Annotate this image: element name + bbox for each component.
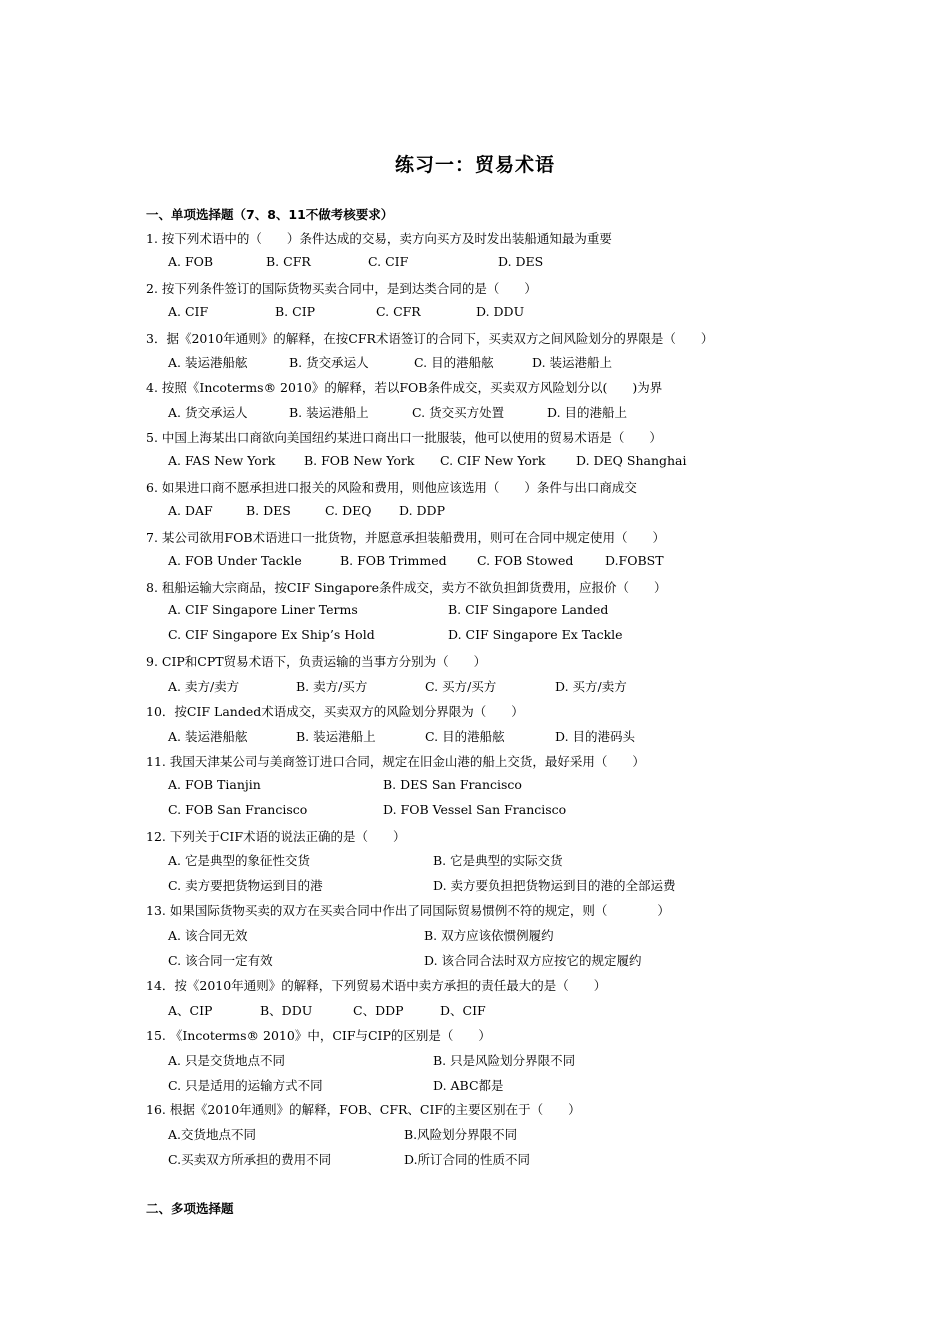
section-heading-single-choice: 一、单项选择题（7、8、11不做考核要求） <box>146 207 394 222</box>
answer-options-row <box>168 353 808 371</box>
answer-option[interactable]: D. 目的港码头 <box>555 729 636 744</box>
answer-option[interactable]: D. DEQ Shanghai <box>576 453 687 468</box>
answer-option[interactable]: A. 卖方/卖方 <box>168 679 240 694</box>
answer-options-row <box>168 802 808 820</box>
answer-option[interactable]: B.风险划分界限不同 <box>404 1127 518 1142</box>
page-title: 练习一：贸易术语 <box>394 154 555 176</box>
answer-option[interactable]: A. CIF <box>168 304 209 319</box>
answer-option[interactable]: A. DAF <box>168 503 213 518</box>
answer-options-row <box>168 1125 808 1143</box>
answer-option[interactable]: A. 它是典型的象征性交货 <box>168 853 310 868</box>
answer-option[interactable]: A. 只是交货地点不同 <box>168 1053 285 1068</box>
answer-options-row <box>168 677 808 695</box>
answer-option[interactable]: D. 卖方要负担把货物运到目的港的全部运费 <box>433 878 676 893</box>
answer-option[interactable]: D. 装运港船上 <box>532 355 613 370</box>
answer-option[interactable]: B. 只是风险划分界限不同 <box>433 1053 576 1068</box>
question-text: 1. 按下列术语中的（ ）条件达成的交易，卖方向买方及时发出装船通知最为重要 <box>146 231 612 246</box>
answer-option[interactable]: C. CIF <box>368 254 409 269</box>
question-text: 5. 中国上海某出口商欲向美国纽约某进口商出口一批服装，他可以使用的贸易术语是（ ） <box>146 430 662 445</box>
answer-option[interactable]: A.交货地点不同 <box>168 1127 257 1142</box>
answer-option[interactable]: D. DES <box>498 254 544 269</box>
section-heading-multiple-choice: 二、多项选择题 <box>146 1201 234 1216</box>
answer-option[interactable]: D、CIF <box>440 1003 486 1018</box>
answer-options-row <box>168 254 808 272</box>
answer-option[interactable]: A. 装运港船舷 <box>168 729 248 744</box>
answer-option[interactable]: D. CIF Singapore Ex Tackle <box>448 627 623 642</box>
answer-option[interactable]: B. 双方应该依惯例履约 <box>424 928 554 943</box>
answer-option[interactable]: D. 该合同合法时双方应按它的规定履约 <box>424 953 642 968</box>
answer-option[interactable]: A. CIF Singapore Liner Terms <box>168 602 358 617</box>
answer-option[interactable]: B. CFR <box>266 254 311 269</box>
answer-options-row <box>168 727 808 745</box>
answer-option[interactable]: D. DDU <box>476 304 525 319</box>
question-text: 9. CIP和CPT贸易术语下，负责运输的当事方分别为（ ） <box>146 654 487 669</box>
question-text: 14．按《2010年通则》的解释，下列贸易术语中卖方承担的责任最大的是（ ） <box>146 978 607 993</box>
answer-option[interactable]: A. FOB Tianjin <box>168 777 261 792</box>
answer-options-row <box>168 403 808 421</box>
answer-option[interactable]: C. 目的港船舷 <box>414 355 494 370</box>
question-text: 15. 《Incoterms® 2010》中，CIF与CIP的区别是（ ） <box>146 1028 491 1043</box>
answer-options-row <box>168 1076 808 1094</box>
answer-option[interactable]: C. 只是适用的运输方式不同 <box>168 1078 323 1093</box>
question-text: 4. 按照《Incoterms® 2010》的解释，若以FOB条件成交，买卖双方风险划分以( )为界 <box>146 380 663 395</box>
answer-option[interactable]: B. DES San Francisco <box>383 777 522 792</box>
answer-option[interactable]: D. 目的港船上 <box>547 405 628 420</box>
answer-option[interactable]: B. CIF Singapore Landed <box>448 602 609 617</box>
answer-options-row <box>168 1150 808 1168</box>
answer-option[interactable]: C. 该合同一定有效 <box>168 953 273 968</box>
answer-options-row <box>168 627 808 645</box>
question-text: 7. 某公司欲用FOB术语进口一批货物，并愿意承担装船费用，则可在合同中规定使用（ ） <box>146 530 666 545</box>
answer-option[interactable]: C. FOB Stowed <box>477 553 574 568</box>
answer-option[interactable]: A. FAS New York <box>168 453 276 468</box>
answer-option[interactable]: B. 它是典型的实际交货 <box>433 853 563 868</box>
answer-options-row <box>168 503 808 521</box>
answer-option[interactable]: C. 货交买方处置 <box>412 405 505 420</box>
answer-option[interactable]: A. 该合同无效 <box>168 928 248 943</box>
question-text: 13. 如果国际货物买卖的双方在买卖合同中作出了同国际贸易惯例不符的规定，则（ ） <box>146 903 670 918</box>
answer-option[interactable]: A. 装运港船舷 <box>168 355 248 370</box>
answer-option[interactable]: C、DDP <box>353 1003 404 1018</box>
answer-option[interactable]: D. ABC都是 <box>433 1078 504 1093</box>
answer-option[interactable]: C. 卖方要把货物运到目的港 <box>168 878 323 893</box>
answer-option[interactable]: D. 买方/卖方 <box>555 679 627 694</box>
answer-option[interactable]: B. 装运港船上 <box>289 405 369 420</box>
answer-options-row <box>168 951 808 969</box>
answer-options-row <box>168 777 808 795</box>
answer-option[interactable]: C. CIF Singapore Ex Ship’s Hold <box>168 627 375 642</box>
answer-option[interactable]: C. FOB San Francisco <box>168 802 308 817</box>
answer-options-row <box>168 304 808 322</box>
answer-options-row <box>168 1051 808 1069</box>
answer-option[interactable]: B. DES <box>246 503 291 518</box>
answer-option[interactable]: A. FOB <box>168 254 214 269</box>
question-text: 8. 租船运输大宗商品，按CIF Singapore条件成交，卖方不欲负担卸货费用，应报价（ ） <box>146 580 667 595</box>
answer-option[interactable]: B、DDU <box>260 1003 313 1018</box>
question-text: 6. 如果进口商不愿承担进口报关的风险和费用，则他应该选用（ ）条件与出口商成交 <box>146 480 637 495</box>
answer-option[interactable]: C. DEQ <box>325 503 372 518</box>
answer-option[interactable]: B. 装运港船上 <box>296 729 376 744</box>
answer-option[interactable]: D.FOBST <box>605 553 664 568</box>
answer-option[interactable]: B. CIP <box>275 304 316 319</box>
question-text: 10．按CIF Landed术语成交，买卖双方的风险划分界限为（ ） <box>146 704 524 719</box>
answer-options-row <box>168 926 808 944</box>
answer-options-row <box>168 553 808 571</box>
answer-options-row <box>168 851 808 869</box>
answer-option[interactable]: C.买卖双方所承担的费用不同 <box>168 1152 332 1167</box>
answer-option[interactable]: C. 目的港船舷 <box>425 729 505 744</box>
answer-option[interactable]: C. CIF New York <box>440 453 546 468</box>
answer-options-row <box>168 453 808 471</box>
answer-option[interactable]: B. FOB New York <box>304 453 415 468</box>
answer-option[interactable]: A. FOB Under Tackle <box>168 553 302 568</box>
answer-options-row <box>168 602 808 620</box>
question-text: 11. 我国天津某公司与美商签订进口合同，规定在旧金山港的船上交货，最好采用（ ） <box>146 754 645 769</box>
answer-option[interactable]: B. FOB Trimmed <box>340 553 447 568</box>
answer-option[interactable]: B. 货交承运人 <box>289 355 369 370</box>
answer-option[interactable]: D.所订合同的性质不同 <box>404 1152 531 1167</box>
answer-option[interactable]: A、CIP <box>168 1003 213 1018</box>
question-text: 3．据《2010年通则》的解释，在按CFR术语签订的合同下，买卖双方之间风险划分的界限是（ ） <box>146 331 714 346</box>
answer-option[interactable]: D. FOB Vessel San Francisco <box>383 802 567 817</box>
answer-option[interactable]: C. 买方/买方 <box>425 679 497 694</box>
question-text: 2. 按下列条件签订的国际货物买卖合同中，是到达类合同的是（ ） <box>146 281 537 296</box>
answer-options-row <box>168 1001 808 1019</box>
answer-option[interactable]: A. 货交承运人 <box>168 405 248 420</box>
question-text: 16. 根据《2010年通则》的解释，FOB、CFR、CIF的主要区别在于（ ） <box>146 1102 581 1117</box>
answer-option[interactable]: D. DDP <box>399 503 445 518</box>
answer-option[interactable]: C. CFR <box>376 304 421 319</box>
answer-options-row <box>168 876 808 894</box>
question-text: 12. 下列关于CIF术语的说法正确的是（ ） <box>146 829 406 844</box>
answer-option[interactable]: B. 卖方/买方 <box>296 679 368 694</box>
